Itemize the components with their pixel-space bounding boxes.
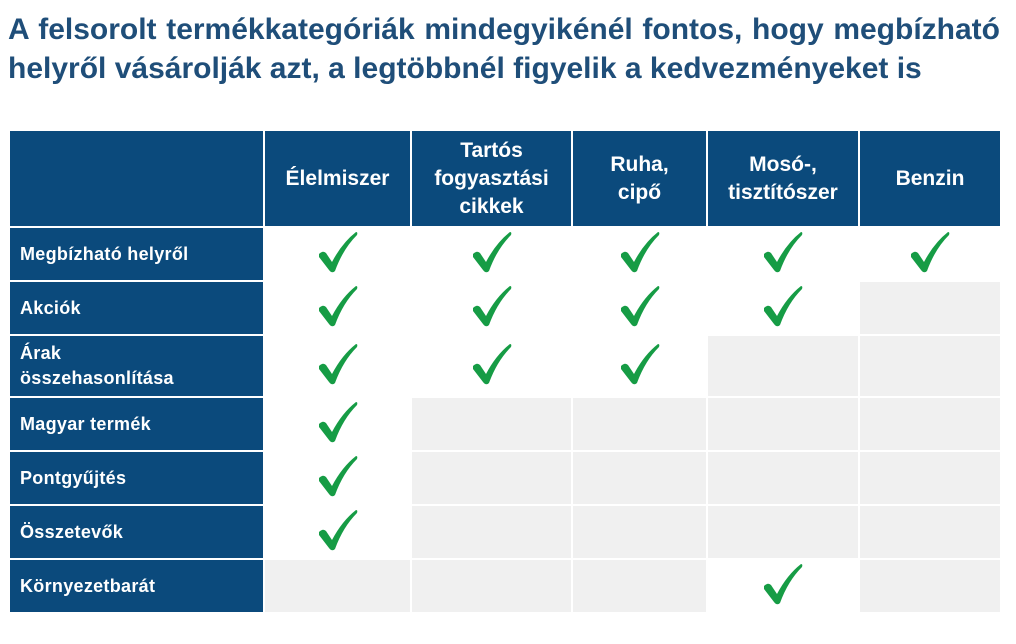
cell-checked [264, 451, 411, 505]
attribute-table [8, 129, 1002, 614]
row-label: Környezetbarát [9, 559, 264, 613]
row-label: Pontgyűjtés [9, 451, 264, 505]
cell-empty [411, 397, 572, 451]
cell-empty [859, 397, 1001, 451]
table-row [9, 451, 1001, 505]
column-header-tartos-fogyasztasi-cikkek: Tartós fogyasztási cikkek [411, 130, 572, 227]
page-title: A felsorolt termékkategóriák mindegyikénél fontos, hogy megbízható helyről vásárolják azt, a legtöbbnél figyelik a kedvezményeket is [8, 13, 1000, 85]
check-icon [316, 283, 360, 329]
cell-checked [859, 227, 1001, 281]
table-body [9, 227, 1001, 613]
check-icon [618, 229, 662, 275]
row-label: Megbízható helyről [9, 227, 264, 281]
cell-checked [264, 397, 411, 451]
row-label: Akciók [9, 281, 264, 335]
cell-empty [572, 505, 707, 559]
cell-empty [859, 451, 1001, 505]
corner-cell [9, 130, 264, 227]
cell-empty [707, 451, 859, 505]
cell-empty [572, 451, 707, 505]
check-icon [316, 453, 360, 499]
cell-checked [264, 505, 411, 559]
check-icon [761, 283, 805, 329]
cell-empty [572, 559, 707, 613]
check-icon [618, 283, 662, 329]
cell-checked [572, 281, 707, 335]
cell-checked [707, 227, 859, 281]
check-icon [316, 399, 360, 445]
check-icon [316, 229, 360, 275]
cell-empty [411, 505, 572, 559]
cell-checked [411, 335, 572, 397]
cell-checked [572, 335, 707, 397]
cell-empty [572, 397, 707, 451]
check-icon [316, 507, 360, 553]
cell-empty [859, 335, 1001, 397]
column-header-moso-tisztitoszer: Mosó-, tisztítószer [707, 130, 859, 227]
cell-empty [859, 281, 1001, 335]
cell-checked [264, 281, 411, 335]
cell-empty [707, 397, 859, 451]
table-row [9, 397, 1001, 451]
column-header-ruha-cipo: Ruha, cipő [572, 130, 707, 227]
cell-empty [264, 559, 411, 613]
column-header-elelmiszer: Élelmiszer [264, 130, 411, 227]
column-header-benzin: Benzin [859, 130, 1001, 227]
cell-checked [707, 559, 859, 613]
table-row [9, 281, 1001, 335]
check-icon [470, 341, 514, 387]
cell-checked [411, 281, 572, 335]
row-label: Árak összehasonlítása [9, 335, 264, 397]
table-row [9, 505, 1001, 559]
cell-checked [572, 227, 707, 281]
cell-empty [859, 559, 1001, 613]
cell-empty [411, 451, 572, 505]
check-icon [316, 341, 360, 387]
row-label: Magyar termék [9, 397, 264, 451]
cell-checked [264, 335, 411, 397]
check-icon [470, 283, 514, 329]
row-label: Összetevők [9, 505, 264, 559]
table-row [9, 335, 1001, 397]
cell-checked [411, 227, 572, 281]
cell-empty [411, 559, 572, 613]
check-icon [618, 341, 662, 387]
cell-empty [859, 505, 1001, 559]
cell-empty [707, 505, 859, 559]
cell-empty [707, 335, 859, 397]
cell-checked [707, 281, 859, 335]
cell-checked [264, 227, 411, 281]
table-row [9, 227, 1001, 281]
table-row [9, 559, 1001, 613]
check-icon [761, 561, 805, 607]
check-icon [761, 229, 805, 275]
check-icon [470, 229, 514, 275]
check-icon [908, 229, 952, 275]
header-row [9, 130, 1001, 227]
